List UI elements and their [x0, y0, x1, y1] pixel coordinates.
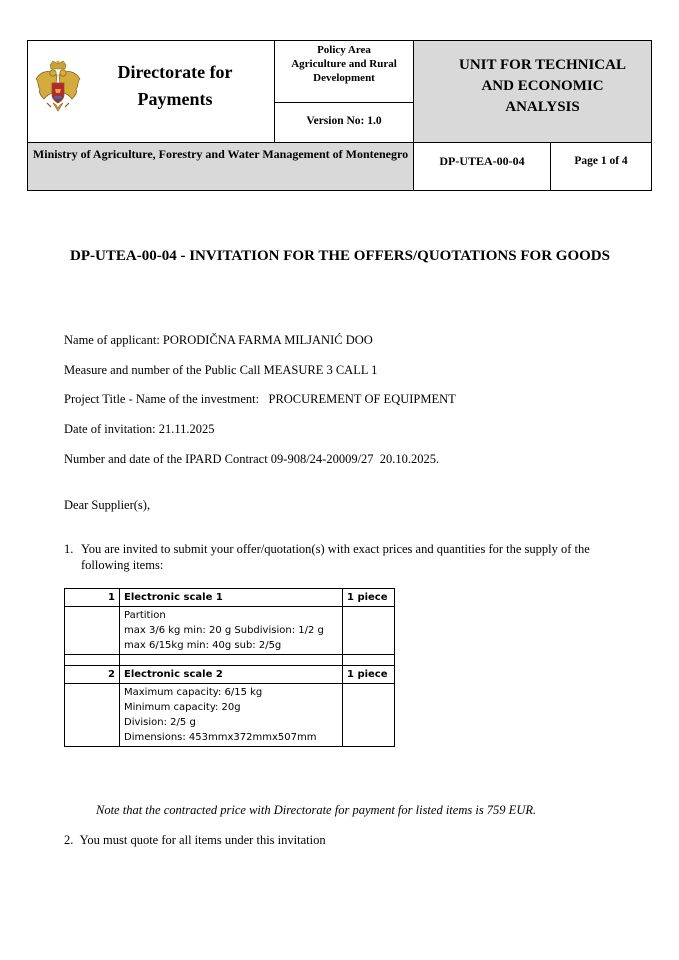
detail-line: Maximum capacity: 6/15 kg — [124, 687, 263, 698]
table-row — [65, 684, 395, 747]
policy-area-text — [275, 41, 413, 85]
empty-cell — [120, 655, 343, 666]
document-header — [27, 40, 652, 191]
montenegro-coat-of-arms-icon — [33, 59, 83, 119]
unit-cell — [413, 40, 652, 143]
item-name: Electronic scale 2 — [120, 666, 343, 684]
policy-area-cell — [274, 40, 414, 103]
price-note: Note that the contracted price with Directorate for payment for listed items is 759 EUR. — [96, 803, 537, 817]
item-details — [120, 607, 343, 655]
list-number: 1. — [64, 542, 74, 556]
detail-line: max 6/15kg min: 40g sub: 2/5g — [124, 640, 282, 651]
list-item — [64, 541, 624, 573]
detail-line: max 3/6 kg min: 20 g Subdivision: 1/2 g — [124, 625, 324, 636]
item-name: Electronic scale 1 — [120, 589, 343, 607]
list-item: 2. You must quote for all items under this invitation — [64, 833, 326, 847]
detail-line: Partition — [124, 610, 166, 621]
list-text: You are invited to submit your offer/quotation(s) with exact prices and quantities for the supply of the following items: — [81, 542, 590, 572]
contract-line: Number and date of the IPARD Contract 09-908/24-20009/27 20.10.2025. — [64, 452, 440, 466]
doc-code: DP-UTEA-00-04 — [439, 154, 525, 168]
table-row — [65, 589, 395, 607]
table-row — [65, 666, 395, 684]
empty-cell — [343, 684, 395, 747]
doc-code-cell — [413, 142, 551, 191]
directorate-cell — [27, 40, 275, 143]
directorate-title: Directorate for Payments — [117, 62, 233, 109]
date-line: Date of invitation: 21.11.2025 — [64, 422, 215, 436]
item-quantity: 1 piece — [343, 589, 395, 607]
project-line: Project Title - Name of the investment: PROCUREMENT OF EQUIPMENT — [64, 392, 456, 406]
version-text: Version No: 1.0 — [306, 115, 382, 127]
document-title: DP-UTEA-00-04 - INVITATION FOR THE OFFERS/QUOTATIONS FOR GOODS — [70, 248, 610, 264]
empty-cell — [343, 607, 395, 655]
detail-line: Division: 2/5 g — [124, 717, 196, 728]
policy-area-line: Development — [313, 72, 375, 84]
page-number-cell — [550, 142, 652, 191]
item-number: 2 — [65, 666, 120, 684]
ministry-text: Ministry of Agriculture, Forestry and Water Management of Montenegro — [32, 147, 409, 161]
item-details — [120, 684, 343, 747]
item-quantity: 1 piece — [343, 666, 395, 684]
page-number: Page 1 of 4 — [574, 155, 628, 167]
detail-line: Minimum capacity: 20g — [124, 702, 241, 713]
measure-line: Measure and number of the Public Call MEASURE 3 CALL 1 — [64, 363, 378, 377]
detail-line: Dimensions: 453mmx372mmx507mm — [124, 732, 317, 743]
items-table — [64, 588, 395, 747]
salutation: Dear Supplier(s), — [64, 498, 151, 512]
version-cell — [274, 102, 414, 143]
empty-cell — [343, 655, 395, 666]
empty-cell — [65, 607, 120, 655]
unit-title: UNIT FOR TECHNICAL AND ECONOMIC ANALYSIS — [459, 57, 626, 115]
table-row — [65, 655, 395, 666]
item-number: 1 — [65, 589, 120, 607]
empty-cell — [65, 684, 120, 747]
ministry-cell — [27, 142, 414, 191]
policy-area-line: Policy Area — [317, 44, 371, 56]
policy-area-line: Agriculture and Rural — [291, 58, 397, 70]
table-row — [65, 607, 395, 655]
empty-cell — [65, 655, 120, 666]
applicant-line: Name of applicant: PORODIČNA FARMA MILJANIĆ DOO — [64, 333, 373, 347]
